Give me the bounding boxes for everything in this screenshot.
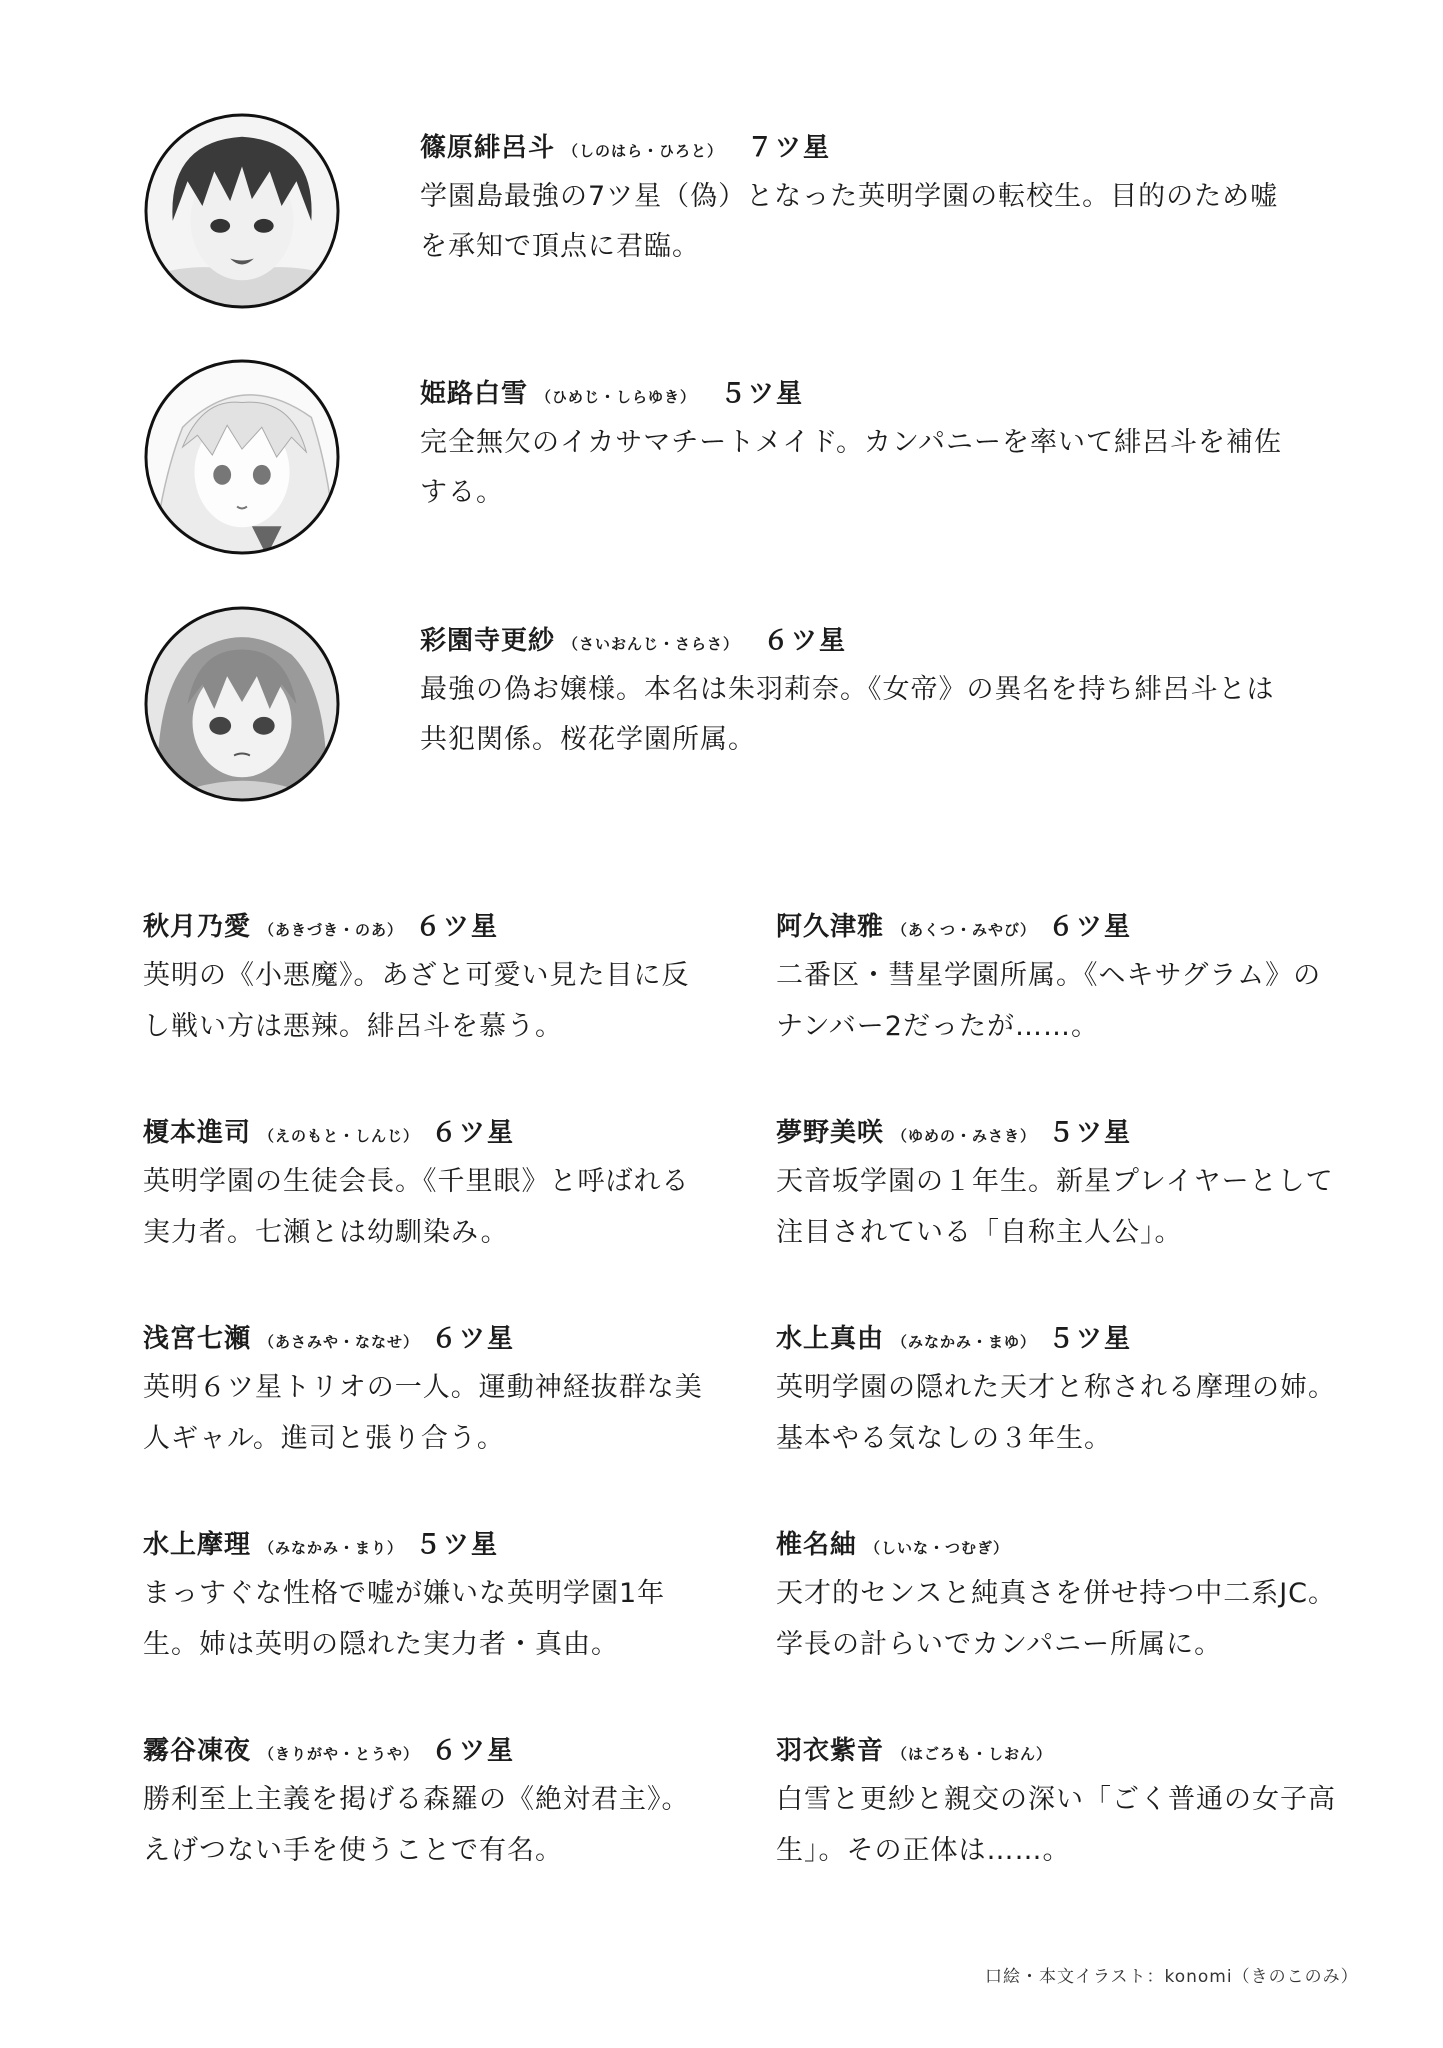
character-reading: （しいな・つむぎ） <box>865 1539 1010 1557</box>
character-name: 水上摩理 <box>143 1530 252 1560</box>
name-line <box>420 126 1320 170</box>
name-line <box>143 1112 703 1154</box>
star-rank: ６ツ星 <box>431 1324 516 1354</box>
star-rank: ６ツ星 <box>431 1118 516 1148</box>
right-column <box>776 906 1336 1936</box>
character-entry <box>143 906 703 1112</box>
name-line <box>143 1730 703 1772</box>
character-reading: （あさみや・ななせ） <box>259 1333 420 1351</box>
character-description: 英明６ツ星トリオの一人。運動神経抜群な美人ギャル。進司と張り合う。 <box>143 1372 703 1454</box>
character-description: 英明学園の隠れた天才と称される摩理の姉。基本やる気なしの３年生。 <box>776 1372 1336 1454</box>
character-description: 英明の《小悪魔》。あざと可愛い見た目に反し戦い方は悪辣。緋呂斗を慕う。 <box>143 960 690 1042</box>
character-name: 羽衣紫音 <box>776 1736 885 1766</box>
character-description: 天音坂学園の１年生。新星プレイヤーとして注目されている「自称主人公」。 <box>776 1166 1334 1248</box>
star-rank: ５ツ星 <box>1048 1118 1133 1148</box>
star-rank: ５ツ星 <box>720 379 805 409</box>
character-entry <box>776 906 1336 1112</box>
character-reading: （あきづき・のあ） <box>259 921 404 939</box>
character-entry <box>776 1524 1336 1730</box>
star-rank: ６ツ星 <box>431 1736 516 1766</box>
character-name: 阿久津雅 <box>776 912 885 942</box>
featured-character-1 <box>0 112 1443 322</box>
character-name: 秋月乃愛 <box>143 912 252 942</box>
featured-character-2 <box>0 358 1443 568</box>
character-reading: （えのもと・しんじ） <box>259 1127 420 1145</box>
star-rank: ６ツ星 <box>763 626 848 656</box>
character-description: 二番区・彗星学園所属。《ヘキサグラム》のナンバー2だったが……。 <box>776 960 1322 1042</box>
character-name: 榎本進司 <box>143 1118 252 1148</box>
portrait-shinohara-image <box>143 112 341 310</box>
character-entry <box>776 1318 1336 1524</box>
character-reading: （きりがや・とうや） <box>259 1745 420 1763</box>
character-entry <box>143 1318 703 1524</box>
name-line <box>143 906 703 948</box>
portrait-saionji-image <box>143 605 341 803</box>
character-name: 彩園寺更紗 <box>420 626 556 656</box>
name-line <box>776 1730 1336 1772</box>
character-entry <box>776 1112 1336 1318</box>
character-reading: （はごろも・しおん） <box>892 1745 1053 1763</box>
name-line <box>420 372 1320 416</box>
character-entry <box>143 1524 703 1730</box>
character-description: 天才的センスと純真さを併せ持つ中二系JC。学長の計らいでカンパニー所属に。 <box>776 1578 1337 1660</box>
character-entry <box>143 1730 703 1936</box>
name-line <box>420 619 1320 663</box>
name-line <box>776 1112 1336 1154</box>
character-description: 学園島最強の7ツ星（偽）となった英明学園の転校生。目的のため嘘を承知で頂点に君臨。 <box>420 181 1279 262</box>
featured-character-3 <box>0 605 1443 815</box>
character-name: 浅宮七瀬 <box>143 1324 252 1354</box>
character-reading: （しのはら・ひろと） <box>563 142 724 160</box>
character-description: 白雪と更紗と親交の深い「ごく普通の女子高生」。その正体は……。 <box>776 1784 1336 1866</box>
character-reading: （さいおんじ・さらさ） <box>563 635 740 653</box>
character-reading: （みなかみ・まゆ） <box>892 1333 1037 1351</box>
character-description: 英明学園の生徒会長。《千里眼》と呼ばれる実力者。七瀬とは幼馴染み。 <box>143 1166 690 1248</box>
character-name: 水上真由 <box>776 1324 885 1354</box>
name-line <box>143 1318 703 1360</box>
portrait-himeji-image <box>143 358 341 556</box>
name-line <box>776 1318 1336 1360</box>
character-reading: （ゆめの・みさき） <box>892 1127 1037 1145</box>
featured-text <box>420 372 1320 518</box>
character-entry <box>776 1730 1336 1936</box>
illustration-credit: 口絵・本文イラスト：konomi（きのこのみ） <box>985 1967 1359 1987</box>
left-column <box>143 906 703 1936</box>
featured-text <box>420 126 1320 272</box>
character-name: 夢野美咲 <box>776 1118 885 1148</box>
star-rank: ５ツ星 <box>415 1530 500 1560</box>
name-line <box>776 1524 1336 1566</box>
featured-text <box>420 619 1320 765</box>
character-entry <box>143 1112 703 1318</box>
character-reading: （ひめじ・しらゆき） <box>536 388 697 406</box>
character-description: 完全無欠のイカサマチートメイド。カンパニーを率いて緋呂斗を補佐する。 <box>420 427 1283 508</box>
character-name: 椎名紬 <box>776 1530 858 1560</box>
character-description: 勝利至上主義を掲げる森羅の《絶対君主》。えげつない手を使うことで有名。 <box>143 1784 690 1866</box>
character-name: 姫路白雪 <box>420 379 529 409</box>
star-rank: ６ツ星 <box>415 912 500 942</box>
name-line <box>143 1524 703 1566</box>
star-rank: ６ツ星 <box>1048 912 1133 942</box>
name-line <box>776 906 1336 948</box>
character-reading: （みなかみ・まり） <box>259 1539 404 1557</box>
star-rank: ５ツ星 <box>1048 1324 1133 1354</box>
character-name: 霧谷凍夜 <box>143 1736 252 1766</box>
star-rank: ７ツ星 <box>747 133 832 163</box>
character-description: まっすぐな性格で嘘が嫌いな英明学園1年生。姉は英明の隠れた実力者・真由。 <box>143 1578 666 1660</box>
character-reading: （あくつ・みやび） <box>892 921 1037 939</box>
character-name: 篠原緋呂斗 <box>420 133 556 163</box>
character-description: 最強の偽お嬢様。本名は朱羽莉奈。《女帝》の異名を持ち緋呂斗とは共犯関係。桜花学園所属。 <box>420 674 1275 755</box>
